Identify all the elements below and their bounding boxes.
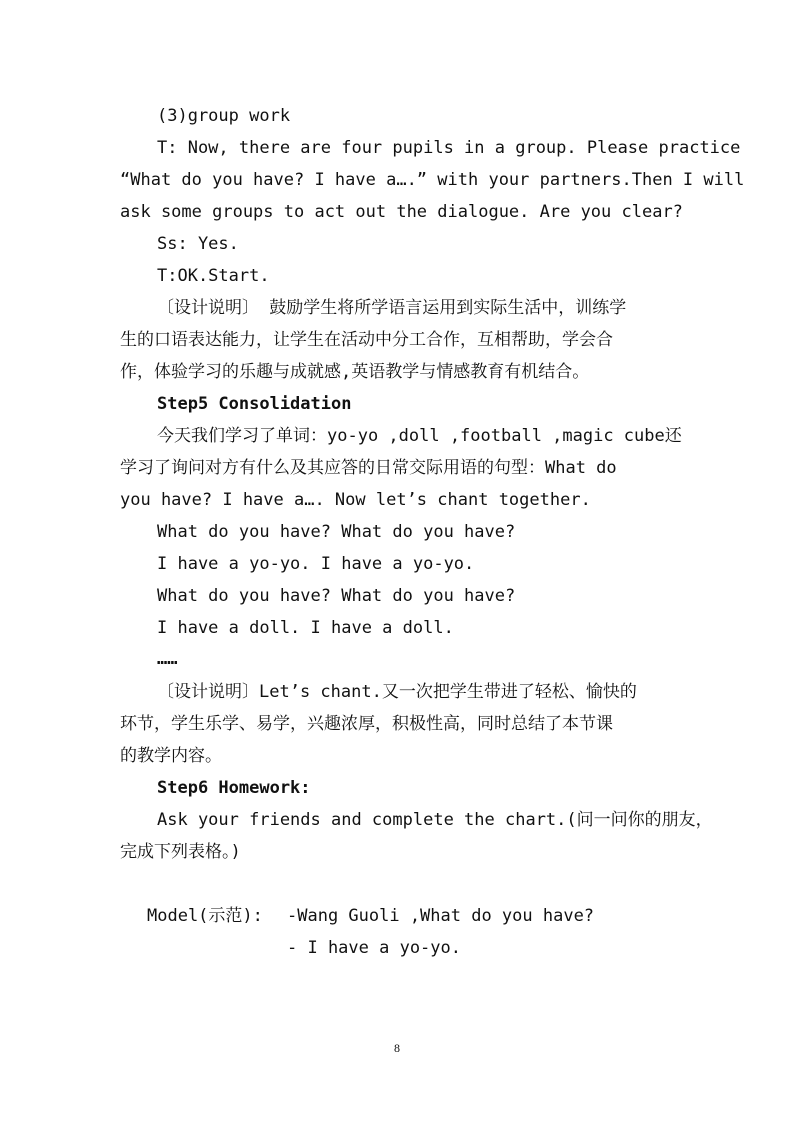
ellipsis: …… — [157, 649, 178, 669]
design-note-line: 〔设计说明〕 鼓励学生将所学语言运用到实际生活中，训练学 — [157, 298, 627, 318]
paragraph-line: 今天我们学习了单词：yo-yo ,doll ,football ,magic cube还 — [157, 426, 682, 446]
design-note-line: 的教学内容。 — [120, 746, 222, 766]
paragraph-line: 完成下列表格。) — [120, 842, 241, 862]
design-note-line: 环节，学生乐学、易学，兴趣浓厚，积极性高，同时总结了本节课 — [120, 714, 613, 734]
dialogue-line: Ss: Yes. — [157, 234, 239, 254]
step6-heading: Step6 Homework: — [157, 778, 311, 798]
section-heading-group-work: (3)group work — [157, 106, 291, 126]
design-note-line: 〔设计说明〕Let’s chant.又一次把学生带进了轻松、愉快的 — [157, 682, 637, 702]
paragraph-line: 学习了询问对方有什么及其应答的日常交际用语的句型：What do — [120, 458, 617, 478]
chant-line: What do you have? What do you have? — [157, 522, 516, 542]
model-label: Model(示范): — [147, 906, 263, 926]
paragraph-line: “What do you have? I have a….” with your partners.Then I will — [120, 170, 745, 190]
dialogue-line: T:OK.Start. — [157, 266, 270, 286]
chant-line: I have a doll. I have a doll. — [157, 618, 454, 638]
chant-line: What do you have? What do you have? — [157, 586, 516, 606]
paragraph-line: T: Now, there are four pupils in a group. Please practice — [157, 138, 741, 158]
paragraph-line: ask some groups to act out the dialogue. Are you clear? — [120, 202, 683, 222]
step5-heading: Step5 Consolidation — [157, 394, 352, 414]
page-number: 8 — [394, 1041, 400, 1055]
paragraph-line: you have? I have a…. Now let’s chant together. — [120, 490, 591, 510]
model-answer: - I have a yo-yo. — [287, 938, 461, 958]
model-question: -Wang Guoli ,What do you have? — [287, 906, 595, 926]
design-note-line: 生的口语表达能力，让学生在活动中分工合作，互相帮助，学会合 — [120, 330, 613, 350]
design-note-line: 作，体验学习的乐趣与成就感,英语教学与情感教育有机结合。 — [120, 362, 590, 382]
chant-line: I have a yo-yo. I have a yo-yo. — [157, 554, 475, 574]
paragraph-line: Ask your friends and complete the chart.(问一问你的朋友， — [157, 810, 713, 830]
